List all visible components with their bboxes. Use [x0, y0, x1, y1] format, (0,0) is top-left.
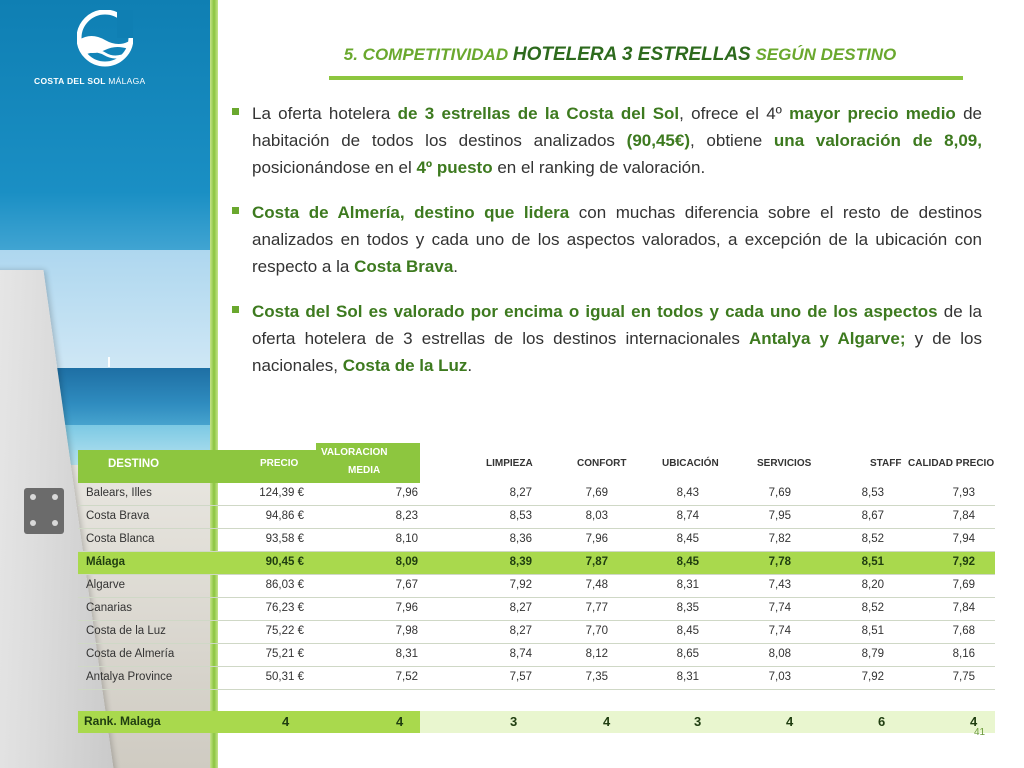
bullet-text-segment: de 3 estrellas de la Costa del Sol	[397, 104, 680, 123]
cell-calidad-precio: 7,84	[952, 510, 975, 522]
rank-confort: 4	[603, 714, 611, 729]
table-row	[78, 644, 995, 667]
cell-destino: Balears, Illes	[86, 487, 152, 499]
bullet-text-segment: una valoración de 8,09,	[773, 131, 982, 150]
bullet-text-segment: Antalya y Algarve	[748, 329, 900, 348]
cell-destino: Costa de la Luz	[86, 625, 166, 637]
cell-servicios: 7,69	[768, 487, 791, 499]
bullet-text-segment: , ofrece el 4º	[679, 104, 790, 123]
cell-precio: 75,22 €	[265, 625, 304, 637]
cell-confort: 7,35	[585, 671, 608, 683]
cell-limpieza: 8,39	[509, 556, 532, 568]
cell-ubicacion: 8,43	[676, 487, 699, 499]
cell-precio: 86,03 €	[265, 579, 304, 591]
bullet-text-segment: y de los nacionales,	[252, 329, 983, 375]
cell-valoracion: 8,09	[395, 556, 418, 568]
bullet-text-segment: Costa del Sol es valorado por encima o igual en todos y cada uno de los aspectos	[252, 302, 938, 321]
cell-limpieza: 8,27	[509, 625, 532, 637]
logo-city: MÁLAGA	[108, 76, 146, 86]
cell-staff: 8,52	[861, 602, 884, 614]
cell-ubicacion: 8,45	[676, 556, 699, 568]
header-destino: DESTINO	[108, 458, 160, 470]
header-staff: STAFF	[870, 458, 902, 469]
header-ubicacion: UBICACIÓN	[662, 458, 719, 469]
table-row-highlighted	[78, 552, 995, 575]
cell-servicios: 7,43	[768, 579, 791, 591]
cell-confort: 7,77	[585, 602, 608, 614]
rank-row	[78, 711, 995, 733]
rank-ubicacion: 3	[694, 714, 702, 729]
bullet-item	[232, 298, 982, 379]
cell-limpieza: 8,27	[509, 602, 532, 614]
rank-calidad-precio: 4	[970, 714, 978, 729]
bullet-list	[232, 100, 982, 397]
cell-limpieza: 8,36	[509, 533, 532, 545]
cell-calidad-precio: 7,92	[952, 556, 975, 568]
header-calidad-precio: CALIDAD PRECIO	[908, 458, 995, 469]
cell-limpieza: 8,27	[509, 487, 532, 499]
table-row	[78, 667, 995, 690]
bullet-text-segment: mayor precio medio	[789, 104, 956, 123]
cell-destino: Costa de Almería	[86, 648, 175, 660]
bullet-text-segment: .	[453, 257, 459, 276]
bullet-text-segment: de habitación de todos los destinos analizados	[252, 104, 982, 150]
table-row	[78, 506, 995, 529]
header-precio: PRECIO	[260, 458, 299, 469]
rank-valoracion: 4	[396, 714, 404, 729]
logo-brand: COSTA DEL SOL	[34, 76, 106, 86]
cell-servicios: 7,95	[768, 510, 791, 522]
rank-precio: 4	[282, 714, 290, 729]
logo-text	[34, 76, 146, 86]
bullet-text-segment: ;	[899, 329, 906, 348]
cell-calidad-precio: 7,69	[952, 579, 975, 591]
bracket-icon	[24, 488, 64, 534]
cell-staff: 8,51	[861, 556, 884, 568]
table-row	[78, 575, 995, 598]
header-limpieza: LIMPIEZA	[486, 458, 533, 469]
page-number: 41	[974, 727, 986, 738]
cell-staff: 8,79	[861, 648, 884, 660]
cell-valoracion: 7,52	[395, 671, 418, 683]
cell-servicios: 7,82	[768, 533, 791, 545]
cell-servicios: 7,74	[768, 625, 791, 637]
cell-precio: 94,86 €	[265, 510, 304, 522]
cell-staff: 8,67	[861, 510, 884, 522]
header-valoracion-1: VALORACION	[321, 447, 388, 458]
bullet-text-segment: con muchas diferencia sobre el resto de destinos analizados en todos y cada uno de los aspectos valorados, a excepción de la ubicación con respecto a la	[252, 203, 982, 276]
bullet-square-icon	[232, 108, 239, 115]
cell-calidad-precio: 7,93	[952, 487, 975, 499]
cell-precio: 93,58 €	[265, 533, 304, 545]
cell-staff: 7,92	[861, 671, 884, 683]
cell-limpieza: 7,92	[509, 579, 532, 591]
bullet-text-segment: (90,45€)	[626, 131, 690, 150]
cell-calidad-precio: 7,94	[952, 533, 975, 545]
cell-precio: 124,39 €	[259, 487, 304, 499]
bullet-item	[232, 199, 982, 280]
cell-staff: 8,53	[861, 487, 884, 499]
cell-ubicacion: 8,74	[676, 510, 699, 522]
cell-ubicacion: 8,45	[676, 533, 699, 545]
cell-precio: 50,31 €	[265, 671, 304, 683]
cell-destino: Costa Brava	[86, 510, 150, 522]
title-part3: SEGÚN DESTINO	[755, 45, 897, 64]
table-row	[78, 598, 995, 621]
cell-destino: Canarias	[86, 602, 133, 614]
cell-destino: Antalya Province	[86, 671, 173, 683]
cell-confort: 7,48	[585, 579, 608, 591]
cell-destino: Costa Blanca	[86, 533, 155, 545]
cell-calidad-precio: 7,68	[952, 625, 975, 637]
cell-calidad-precio: 8,16	[952, 648, 975, 660]
cell-ubicacion: 8,31	[676, 579, 699, 591]
cell-valoracion: 7,67	[395, 579, 418, 591]
rank-servicios: 4	[786, 714, 794, 729]
bullet-text-segment: Costa de la Luz	[342, 356, 468, 375]
bullet-text-segment: 4º puesto	[416, 158, 493, 177]
bullet-text-segment: , obtiene	[689, 131, 774, 150]
bullet-text-segment: en el ranking de valoración.	[492, 158, 706, 177]
header-confort: CONFORT	[577, 458, 627, 469]
bullet-text-segment: .	[467, 356, 473, 375]
table-row	[78, 483, 995, 506]
header-servicios: SERVICIOS	[757, 458, 812, 469]
bullet-text-segment: La oferta hotelera	[252, 104, 398, 123]
cell-precio: 75,21 €	[265, 648, 304, 660]
rank-limpieza: 3	[510, 714, 518, 729]
cell-precio: 76,23 €	[265, 602, 304, 614]
ratings-table	[78, 443, 995, 683]
cell-servicios: 8,08	[768, 648, 791, 660]
bullet-text-segment: Costa Brava	[354, 257, 454, 276]
cell-limpieza: 8,53	[509, 510, 532, 522]
cell-staff: 8,51	[861, 625, 884, 637]
bullet-item	[232, 100, 982, 181]
rank-label: Rank. Malaga	[84, 714, 161, 728]
costa-del-sol-logo-icon	[77, 10, 133, 68]
cell-calidad-precio: 7,75	[952, 671, 975, 683]
table-row	[78, 621, 995, 644]
bullet-text-segment: posicionándose en el	[252, 158, 417, 177]
cell-precio: 90,45 €	[265, 556, 304, 568]
cell-destino: Málaga	[86, 556, 125, 568]
cell-valoracion: 7,96	[395, 487, 418, 499]
cell-staff: 8,20	[861, 579, 884, 591]
cell-valoracion: 7,98	[395, 625, 418, 637]
cell-valoracion: 8,23	[395, 510, 418, 522]
cell-servicios: 7,74	[768, 602, 791, 614]
cell-limpieza: 8,74	[509, 648, 532, 660]
cell-confort: 7,69	[585, 487, 608, 499]
rank-band-light	[420, 711, 995, 733]
cell-limpieza: 7,57	[509, 671, 532, 683]
logo	[0, 10, 210, 68]
cell-ubicacion: 8,45	[676, 625, 699, 637]
cell-destino: Algarve	[86, 579, 125, 591]
rank-staff: 6	[878, 714, 886, 729]
table-row	[78, 529, 995, 552]
cell-confort: 8,12	[585, 648, 608, 660]
bullet-text-segment: de la oferta hotelera de 3 estrellas de los destinos internacionales	[252, 302, 983, 348]
cell-confort: 7,70	[585, 625, 608, 637]
bullet-square-icon	[232, 306, 239, 313]
cell-valoracion: 8,31	[395, 648, 418, 660]
cell-confort: 8,03	[585, 510, 608, 522]
table-header	[78, 443, 995, 483]
cell-confort: 7,87	[585, 556, 608, 568]
title-part2: HOTELERA 3 ESTRELLAS	[512, 44, 751, 65]
bullet-square-icon	[232, 207, 239, 214]
cell-staff: 8,52	[861, 533, 884, 545]
cell-servicios: 7,78	[768, 556, 791, 568]
cell-servicios: 7,03	[768, 671, 791, 683]
bullet-text-segment: Costa de Almería, destino que lidera	[252, 203, 570, 222]
header-valoracion-2: MEDIA	[348, 465, 381, 476]
cell-valoracion: 8,10	[395, 533, 418, 545]
page-title	[300, 44, 940, 66]
cell-ubicacion: 8,35	[676, 602, 699, 614]
cell-ubicacion: 8,65	[676, 648, 699, 660]
cell-ubicacion: 8,31	[676, 671, 699, 683]
title-underline	[329, 76, 963, 80]
cell-valoracion: 7,96	[395, 602, 418, 614]
sailboat-icon	[108, 357, 116, 367]
title-part1: 5. COMPETITIVIDAD	[343, 45, 509, 64]
cell-confort: 7,96	[585, 533, 608, 545]
cell-calidad-precio: 7,84	[952, 602, 975, 614]
